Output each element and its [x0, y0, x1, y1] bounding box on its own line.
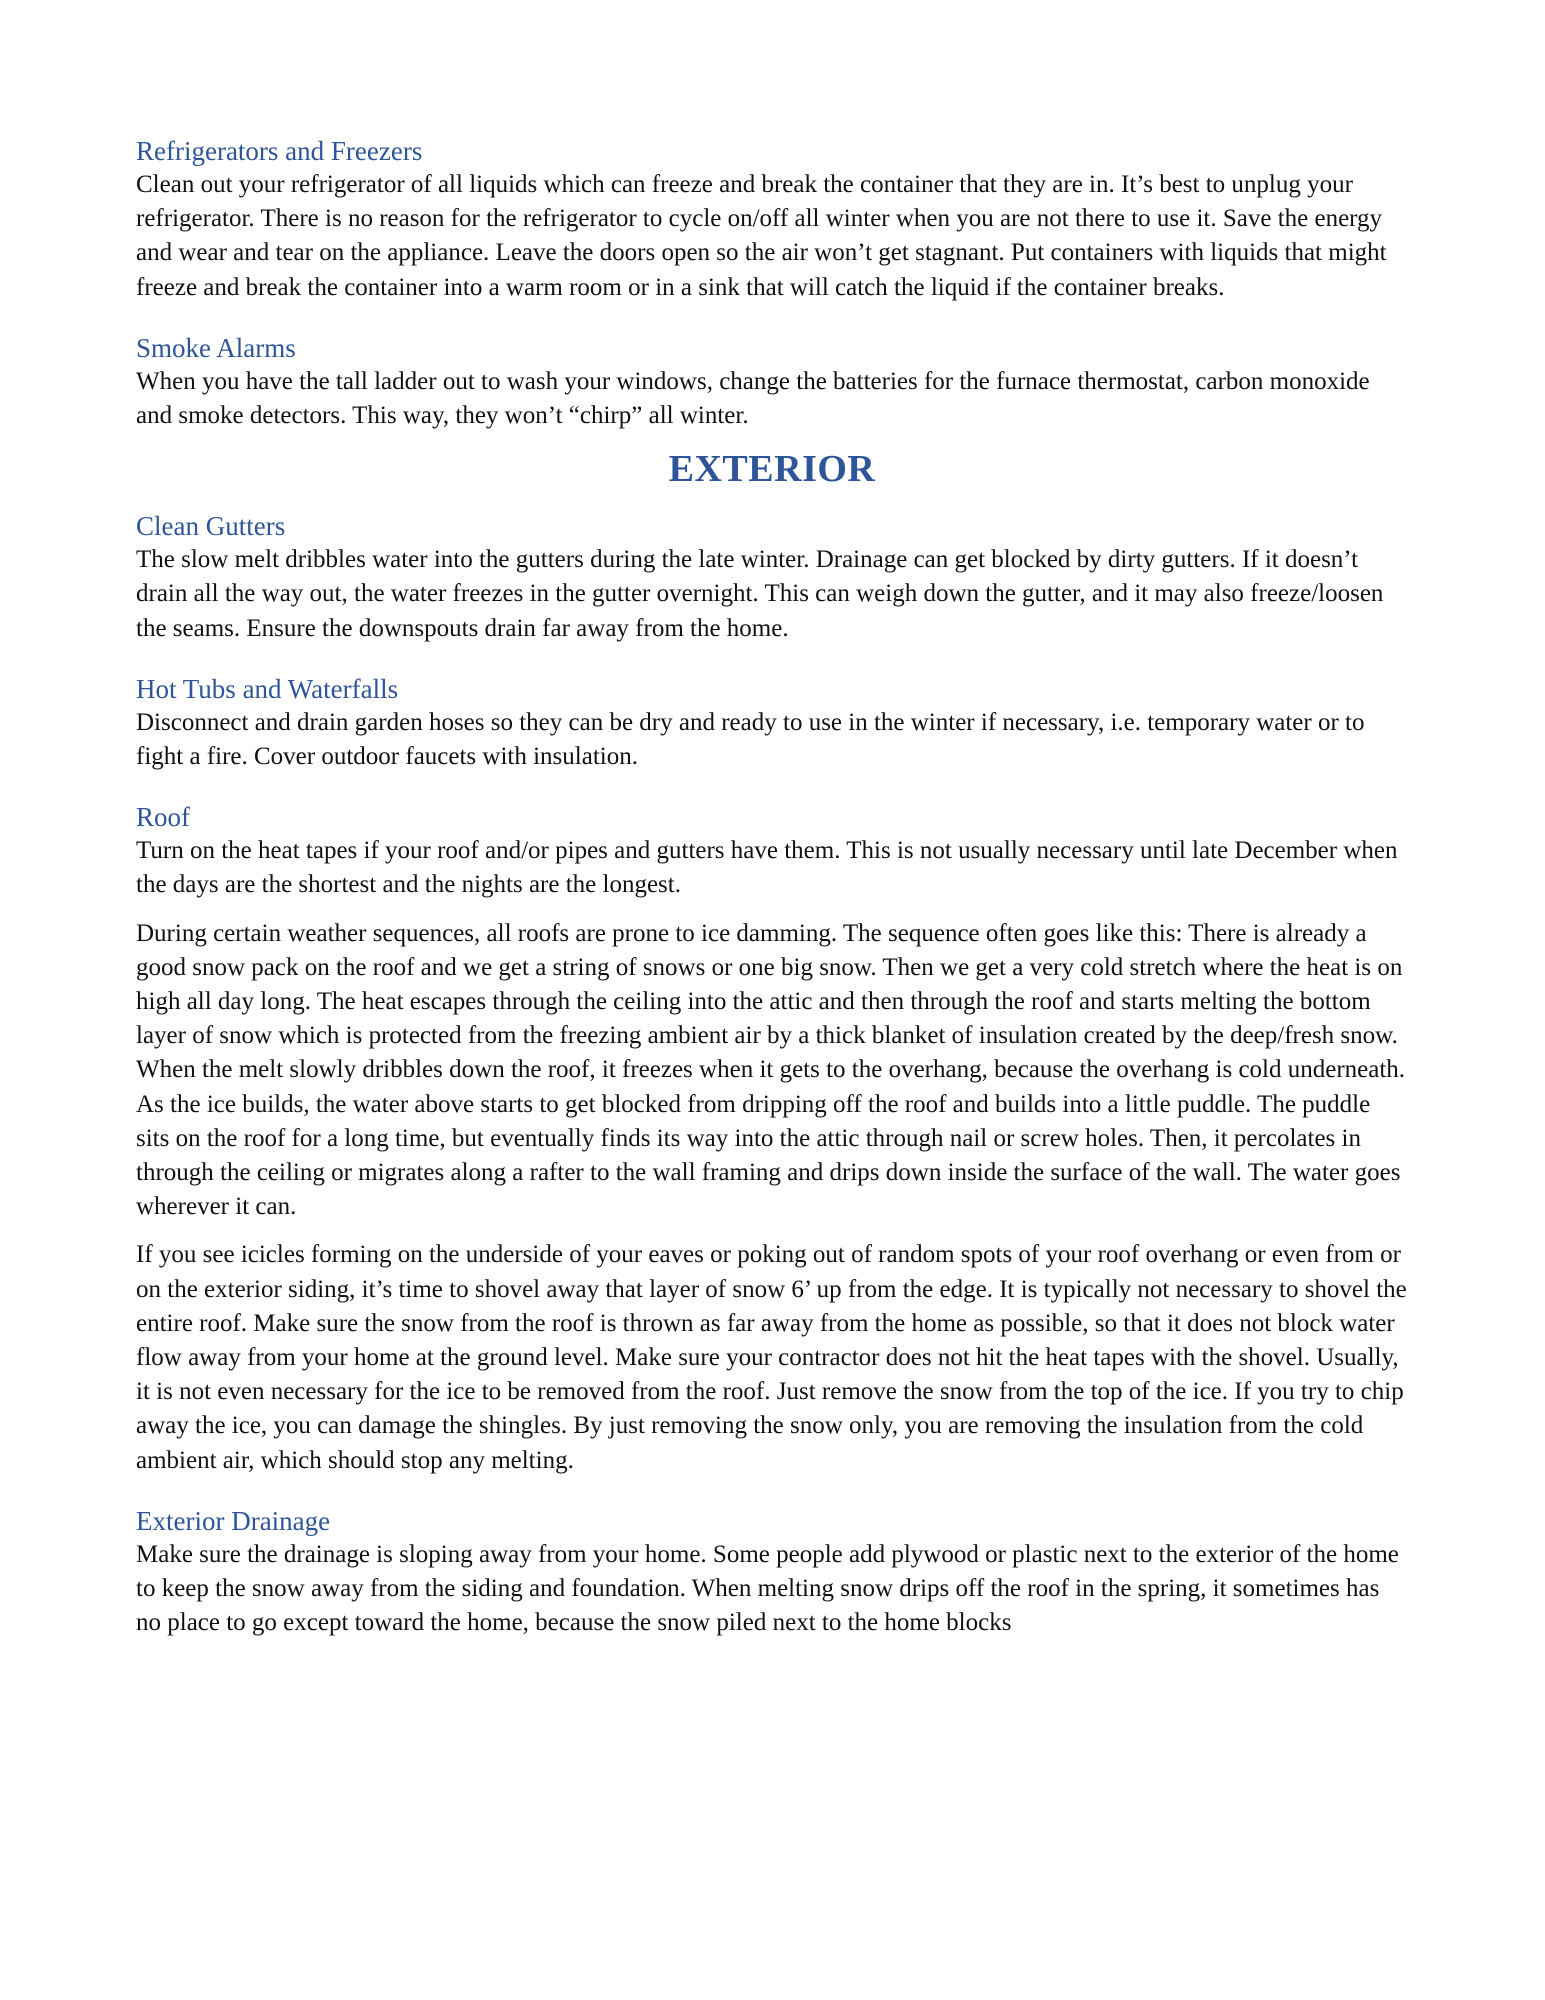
section-paragraph: During certain weather sequences, all roofs are prone to ice damming. The sequence often goes like this: There is already a good snow pack on the roof and we get a string of snows or one big snow. Then we get a very cold stretch where the heat is on high all day long. The heat escapes through the ceiling into the attic and then through the roof and starts melting the bottom layer of snow which is protected from the freezing ambient air by a thick blanket of insulation created by the deep/fresh snow. When the melt slowly dribbles down the roof, it freezes when it gets to the overhang, because the overhang is cold underneath. As the ice builds, the water above starts to get blocked from dripping off the roof and builds into a little puddle. The puddle sits on the roof for a long time, but eventually finds its way into the attic through nail or screw holes. Then, it percolates in through the ceiling or migrates along a rafter to the wall framing and drips down inside the surface of the wall. The water goes wherever it can.	[136, 919, 1406, 1221]
section-hot-tubs-waterfalls	[136, 672, 1408, 774]
section-heading: Roof	[136, 802, 190, 833]
section-smoke-alarms	[136, 331, 1408, 433]
section-heading: Exterior Drainage	[136, 1505, 331, 1536]
section-exterior-drainage	[136, 1504, 1408, 1641]
section-heading: Clean Gutters	[136, 511, 286, 542]
section-heading: Refrigerators and Freezers	[136, 136, 423, 166]
section-heading: Hot Tubs and Waterfalls	[136, 673, 399, 704]
section-paragraph: Clean out your refrigerator of all liquids which can freeze and break the container that they are in. It’s best to unplug your refrigerator. There is no reason for the refrigerator to cycle on/off all winter when you are not there to use it. Save the energy and wear and tear on the appliance. Leave the doors open so the air won’t get stagnant. Put containers with liquids that might freeze and break the container into a warm room or in a sink that will catch the liquid if the container breaks.	[136, 171, 1387, 301]
section-paragraph: Turn on the heat tapes if your roof and/or pipes and gutters have them. This is not usually necessary until late December when the days are the shortest and the nights are the longest.	[136, 837, 1398, 899]
section-clean-gutters	[136, 509, 1408, 646]
section-refrigerators-freezers	[136, 134, 1408, 305]
section-paragraph: The slow melt dribbles water into the gutters during the late winter. Drainage can get blocked by dirty gutters. If it doesn’t drain all the way out, the water freezes in the gutter overnight. This can weigh down the gutter, and it may also freeze/loosen the seams. Ensure the downspouts drain far away from the home.	[136, 546, 1384, 642]
exterior-heading: EXTERIOR	[668, 448, 876, 491]
section-paragraph: If you see icicles forming on the underside of your eaves or poking out of random spots of your roof overhang or even from or on the exterior siding, it’s time to shovel away that layer of snow 6’ up from the edge. It is typically not necessary to shovel the entire roof. Make sure the snow from the roof is thrown as far away from the home as possible, so that it does not block water flow away from your home at the ground level. Make sure your contractor does not hit the heat tapes with the shovel. Usually, it is not even necessary for the ice to be removed from the roof. Just remove the snow from the top of the ice. If you try to chip away the ice, you can damage the shingles. By just removing the snow only, you are removing the insulation from the cold ambient air, which should stop any melting.	[136, 1241, 1407, 1474]
section-paragraph: Disconnect and drain garden hoses so they can be dry and ready to use in the winter if necessary, i.e. temporary water or to fight a fire. Cover outdoor faucets with insulation.	[136, 708, 1365, 771]
section-paragraph: Make sure the drainage is sloping away from your home. Some people add plywood or plastic next to the exterior of the home to keep the snow away from the siding and foundation. When melting snow drips off the roof in the spring, it sometimes has no place to go except toward the home, because the snow piled next to the home blocks	[136, 1540, 1399, 1637]
document-page	[136, 134, 1408, 1641]
section-paragraph: When you have the tall ladder out to wash your windows, change the batteries for the furnace thermostat, carbon monoxide and smoke detectors. This way, they won’t “chirp” all winter.	[136, 367, 1370, 430]
section-roof	[136, 800, 1408, 1478]
section-heading: Smoke Alarms	[136, 332, 296, 363]
